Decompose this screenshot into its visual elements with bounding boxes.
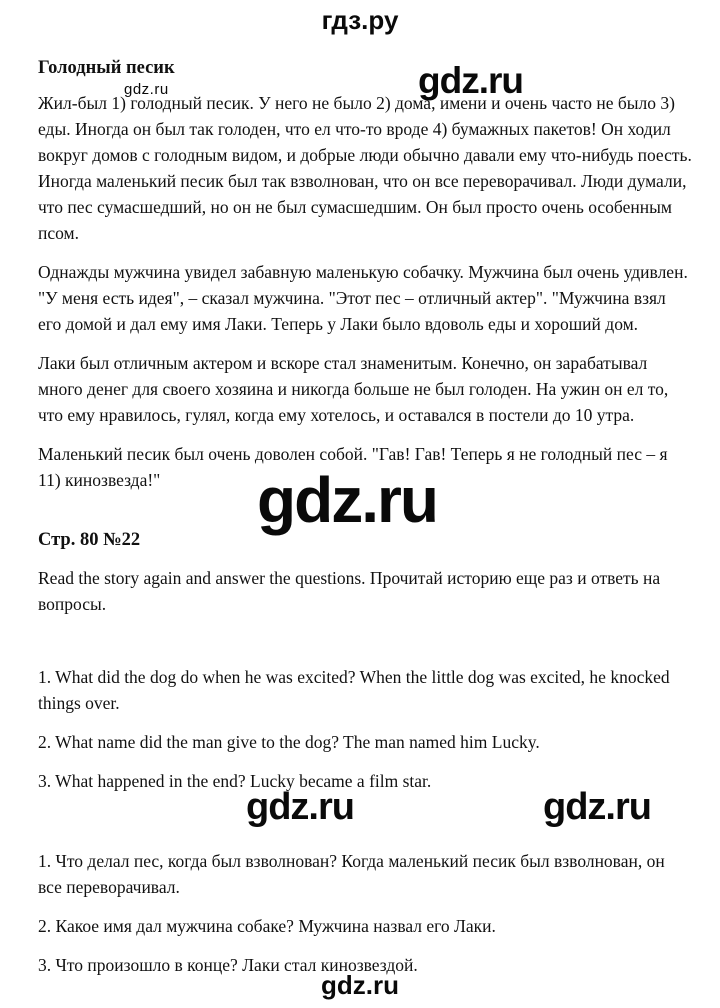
question-answer-ru-3: 3. Что произошло в конце? Лаки стал кинозвездой. — [38, 955, 418, 975]
story-title: Голодный песик — [38, 58, 175, 78]
spacer — [38, 630, 692, 664]
site-logo-header: гдз.ру — [321, 5, 399, 35]
watermark-gdz-top: gdz.ru — [418, 60, 523, 101]
story-paragraph-4: Маленький песик был очень доволен собой. "Гав! Гав! Теперь я не голодный пес – я 11) кинозвезда!" — [38, 444, 668, 490]
questions-russian — [38, 848, 692, 978]
watermark-gdz-middle: gdz.ru — [257, 464, 437, 536]
question-answer-en-3: 3. What happened in the end? Lucky became a film star. — [38, 771, 432, 791]
task-instruction: Read the story again and answer the questions. Прочитай историю еще раз и ответь на вопросы. — [38, 568, 661, 614]
questions-english — [38, 664, 692, 794]
site-logo-footer: gdz.ru — [321, 970, 399, 1000]
watermark-gdz-small: gdz.ru — [124, 81, 169, 98]
question-answer-ru-1: 1. Что делал пес, когда был взволнован? Когда маленький песик был взволнован, он все переворачивал. — [38, 851, 665, 897]
story-paragraph-2: Однажды мужчина увидел забавную маленькую собачку. Мужчина был очень удивлен. "У меня есть идея", – сказал мужчина. "Этот пес – отличный актер". "Мужчина взял его домой и дал ему имя Лаки. Теперь у Лаки было вдоволь еды и хороший дом. — [38, 262, 688, 334]
story-paragraph-3: Лаки был отличным актером и вскоре стал знаменитым. Конечно, он зарабатывал много денег для своего хозяина и никогда больше не был голоден. На ужин он ел то, что ему нравилось, гулял, когда ему хотелось, и оставался в постели до 10 утра. — [38, 353, 669, 425]
task-heading: Стр. 80 №22 — [38, 530, 141, 550]
watermark-gdz-right: gdz.ru — [543, 786, 651, 828]
question-answer-en-2: 2. What name did the man give to the dog? The man named him Lucky. — [38, 732, 540, 752]
story-paragraph-1: Жил-был 1) голодный песик. У него не было 2) дома, имени и очень часто не было 3) еды. Иногда он был так голоден, что ел что-то вроде 4) бумажных пакетов! Он ходил вокруг домов с голодным видом, и добрые люди обычно давали ему что-нибудь поесть. Иногда маленький песик был так взволнован, что он все переворачивал. Люди думали, что пес сумасшедший, но он не был сумасшедшим. Он был просто очень особенным псом. — [38, 93, 692, 243]
question-answer-en-1: 1. What did the dog do when he was excited? When the little dog was excited, he knocked things over. — [38, 667, 670, 713]
watermark-gdz-left: gdz.ru — [246, 786, 354, 828]
question-answer-ru-2: 2. Какое имя дал мужчина собаке? Мужчина назвал его Лаки. — [38, 916, 496, 936]
